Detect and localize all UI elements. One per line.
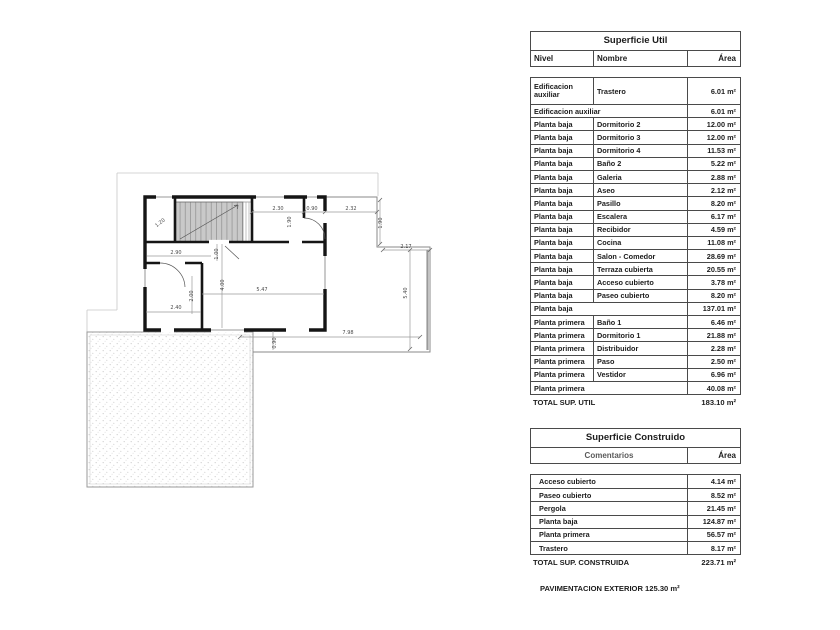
superficie-util-title: Superficie Util [531, 32, 740, 51]
cell-nivel: Planta primera [534, 383, 585, 393]
cell-nombre: Escalera [593, 211, 688, 223]
cell-nivel: Planta baja [534, 146, 573, 156]
dimension-ticks [238, 198, 432, 351]
cell-nivel: Edificacion auxiliar [534, 81, 573, 99]
cell-nivel: Planta baja [534, 185, 573, 195]
table-row [531, 541, 740, 554]
cell-area: 11.53 m² [707, 146, 736, 156]
cell-nivel: Planta baja [534, 119, 573, 129]
col-header-nivel: Nivel [534, 54, 554, 63]
cell-nombre: Baño 1 [593, 316, 688, 328]
cell-area: 2.12 m² [710, 185, 736, 195]
cell-area: 8.20 m² [710, 198, 736, 208]
table-row [531, 501, 740, 514]
cell-area: 6.01 m² [710, 86, 736, 96]
dimension-label: 2.00 [189, 290, 195, 302]
dimension-label: 1.20 [154, 217, 167, 230]
cell-nivel: Planta baja [534, 251, 573, 261]
cell-nivel: Planta primera [534, 357, 585, 367]
superficie-construido-header [530, 428, 741, 464]
cell-nombre: Galeria [593, 171, 688, 183]
dimension-label: 1.90 [287, 216, 293, 228]
dimension-label: 1.00 [214, 248, 220, 260]
table-row [531, 315, 740, 328]
cell-nombre: Paseo cubierto [593, 290, 688, 302]
table-row [531, 223, 740, 236]
cell-area: 4.14 m² [710, 477, 736, 487]
table-row [531, 236, 740, 249]
cell-nivel: Edificacion auxiliar [534, 106, 601, 116]
table-row [531, 183, 740, 196]
total-label: TOTAL SUP. UTIL [533, 398, 596, 408]
table-row [531, 488, 740, 501]
cell-comentario: Acceso cubierto [531, 475, 688, 488]
cell-nombre: Trastero [593, 78, 688, 104]
cell-nombre [593, 382, 688, 394]
cell-nombre: Distribuidor [593, 342, 688, 354]
total-value: 183.10 m² [701, 398, 736, 408]
table-row [531, 475, 740, 488]
cell-area: 11.08 m² [707, 238, 736, 248]
cell-nivel: Planta primera [534, 370, 585, 380]
table-row [531, 249, 740, 262]
cell-area: 6.17 m² [710, 212, 736, 222]
dimension-label: 2.17 [400, 244, 412, 250]
cell-area: 21.45 m² [706, 503, 736, 513]
cell-nombre: Cocina [593, 237, 688, 249]
table-row [531, 262, 740, 275]
col-header-nombre: Nombre [593, 51, 688, 66]
cell-nivel: Planta baja [534, 278, 573, 288]
table-row [531, 144, 740, 157]
cell-area: 2.50 m² [710, 357, 736, 367]
superficie-util-header [530, 31, 741, 67]
cell-area: 2.88 m² [710, 172, 736, 182]
dimension-label: 2.40 [170, 305, 182, 311]
dimension-label: 2.32 [345, 206, 357, 212]
pavimentacion-footnote: PAVIMENTACION EXTERIOR 125.30 m² [540, 584, 680, 593]
cell-nombre: Baño 2 [593, 158, 688, 170]
table-row [531, 528, 740, 541]
cell-area: 2.28 m² [710, 343, 736, 353]
cell-nombre: Dormitorio 3 [593, 131, 688, 143]
cell-area: 8.20 m² [710, 291, 736, 301]
col-header-area2: Área [718, 451, 736, 460]
dimension-label: 2.30 [272, 206, 284, 212]
dimension-label: 5.40 [403, 287, 409, 299]
superficie-construido-columns [531, 448, 740, 463]
cell-nivel: Planta primera [534, 343, 585, 353]
cell-nivel: Planta baja [534, 225, 573, 235]
cell-nivel: Planta baja [534, 212, 573, 222]
cell-comentario: Trastero [531, 542, 688, 554]
table-row [531, 355, 740, 368]
cell-area: 6.01 m² [710, 106, 736, 116]
cell-nivel: Planta baja [534, 304, 573, 314]
table-row [531, 117, 740, 130]
total-label: TOTAL SUP. CONSTRUIDA [533, 558, 630, 568]
table-row [531, 196, 740, 209]
cell-nivel: Planta baja [534, 264, 573, 274]
superficie-util-columns [531, 51, 740, 66]
cell-area: 5.22 m² [710, 159, 736, 169]
cell-nivel: Planta baja [534, 132, 573, 142]
table-row [531, 104, 740, 117]
dimension-label: 2.90 [170, 250, 182, 256]
superficie-construido-table [530, 428, 741, 567]
table-row [531, 130, 740, 143]
cell-area: 12.00 m² [706, 132, 736, 142]
dimension-label: 4.00 [220, 279, 226, 291]
cell-area: 40.08 m² [706, 383, 736, 393]
dimension-label: 5.47 [256, 287, 268, 293]
table-row [531, 302, 740, 315]
cell-comentario: Paseo cubierto [531, 489, 688, 501]
table-row [531, 328, 740, 341]
floor-plan [60, 160, 450, 505]
dimension-label: 1.90 [378, 217, 384, 229]
table-row [531, 170, 740, 183]
cell-area: 6.46 m² [710, 317, 736, 327]
dimension-label: 0.90 [306, 206, 318, 212]
superficie-construido-title: Superficie Construido [531, 429, 740, 448]
cell-area: 8.17 m² [710, 543, 736, 553]
superficie-construido-body [530, 474, 741, 555]
cell-nivel: Planta baja [534, 291, 573, 301]
cell-comentario: Pergola [531, 502, 688, 514]
cell-nivel: Planta baja [534, 198, 573, 208]
table-row [531, 210, 740, 223]
cell-area: 3.78 m² [710, 278, 736, 288]
dimension-label: 7.98 [342, 330, 354, 336]
table-row [531, 157, 740, 170]
cell-nombre: Terraza cubierta [593, 263, 688, 275]
dimension-label: 0.90 [272, 337, 278, 349]
cell-nombre [593, 303, 688, 315]
cell-area: 20.55 m² [706, 264, 736, 274]
table-row [531, 368, 740, 381]
cell-nombre: Salon - Comedor [593, 250, 688, 262]
cell-nombre: Dormitorio 4 [593, 145, 688, 157]
superficie-util-body [530, 77, 741, 395]
cell-nivel: Planta baja [534, 172, 573, 182]
cell-area: 124.87 m² [702, 517, 736, 527]
table-row [531, 381, 740, 394]
cell-nivel: Planta primera [534, 317, 585, 327]
cell-nombre: Paso [593, 356, 688, 368]
cell-area: 8.52 m² [710, 490, 736, 500]
superficie-construido-total-row [530, 555, 741, 567]
cell-area: 12.00 m² [706, 119, 736, 129]
staircase [175, 202, 252, 242]
cell-nombre: Dormitorio 1 [593, 329, 688, 341]
cell-nivel: Planta baja [534, 238, 573, 248]
cell-comentario: Planta baja [531, 516, 688, 528]
table-row [531, 78, 740, 104]
col-header-area: Área [718, 54, 736, 63]
cell-area: 21.88 m² [706, 330, 736, 340]
cell-nombre: Pasillo [593, 197, 688, 209]
cell-nombre: Recibidor [593, 224, 688, 236]
superficie-util-table [530, 31, 741, 407]
cell-nombre: Dormitorio 2 [593, 118, 688, 130]
cell-nombre: Acceso cubierto [593, 276, 688, 288]
superficie-util-total-row [530, 395, 741, 407]
table-row [531, 341, 740, 354]
cell-area: 56.57 m² [706, 530, 736, 540]
table-row [531, 515, 740, 528]
cell-nivel: Planta baja [534, 159, 573, 169]
pergola-stipple-area [87, 332, 253, 487]
cell-nivel: Planta primera [534, 330, 585, 340]
col-header-comentarios: Comentarios [531, 448, 688, 463]
cell-nombre: Aseo [593, 184, 688, 196]
cell-area: 28.69 m² [706, 251, 736, 261]
cell-nombre: Vestidor [593, 369, 688, 381]
cell-area: 6.96 m² [710, 370, 736, 380]
cell-comentario: Planta primera [531, 529, 688, 541]
table-row [531, 289, 740, 302]
total-value: 223.71 m² [701, 558, 736, 568]
cell-area: 4.59 m² [710, 225, 736, 235]
table-row [531, 275, 740, 288]
cell-nombre [593, 105, 688, 117]
cell-area: 137.01 m² [702, 304, 736, 314]
